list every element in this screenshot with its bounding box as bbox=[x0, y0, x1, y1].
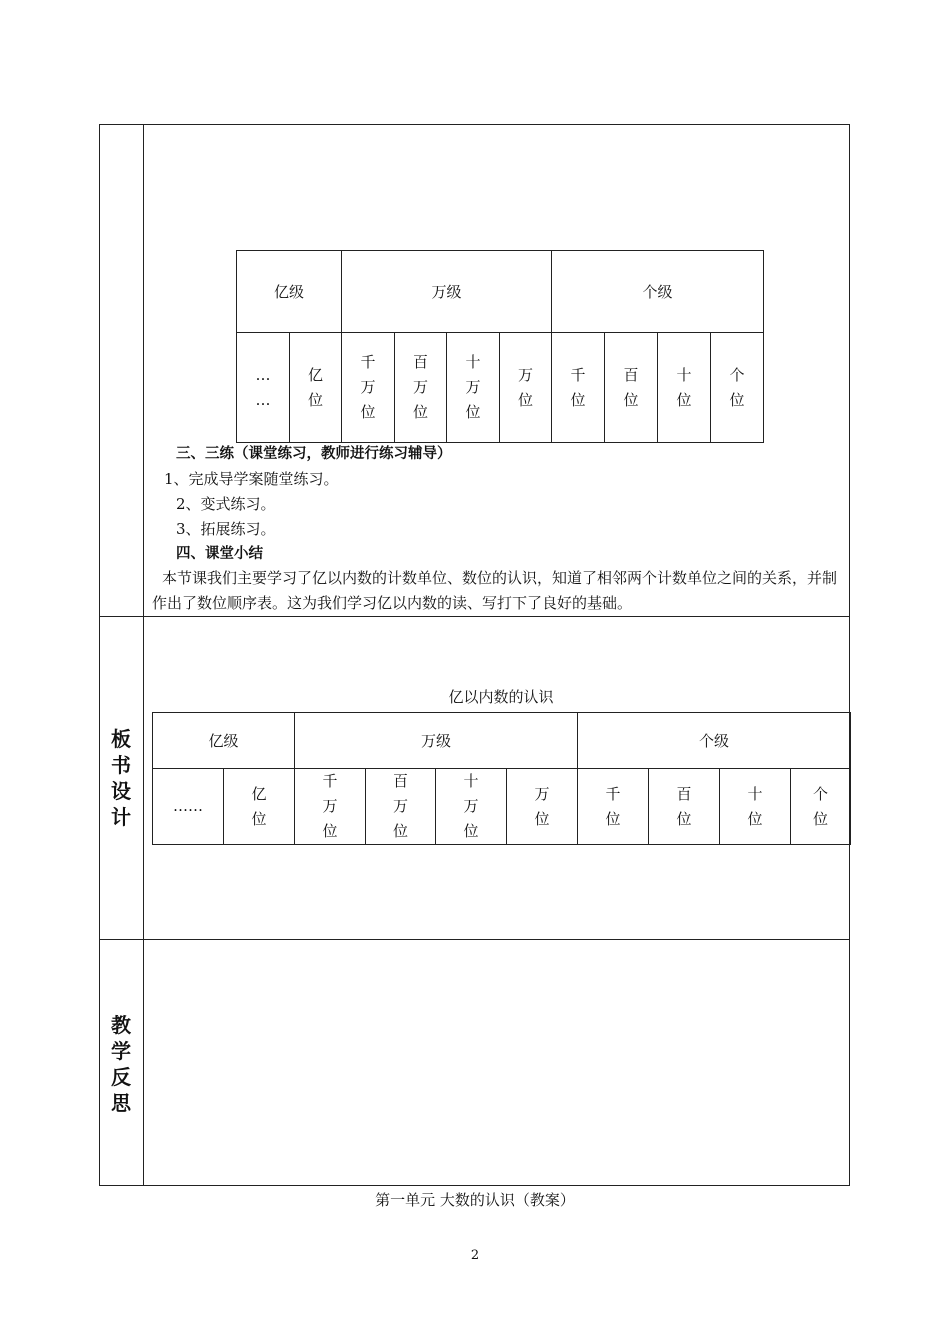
place-value-char: 万 bbox=[360, 378, 376, 396]
place-value-cell bbox=[552, 333, 605, 443]
reflection-label-char: 学 bbox=[111, 1039, 131, 1063]
place-value-char: 十 bbox=[676, 365, 692, 384]
place-value-cell bbox=[578, 769, 649, 845]
board-label-char: 计 bbox=[111, 805, 131, 829]
place-value-char: 亿 bbox=[308, 365, 324, 384]
place-value-char: 位 bbox=[605, 809, 621, 828]
place-value-char: 千 bbox=[322, 772, 338, 790]
heading-summary: 四、课堂小结 bbox=[176, 546, 263, 562]
teaching-reflection-label bbox=[99, 1012, 143, 1116]
header-wan-level: 万级 bbox=[342, 251, 552, 333]
place-value-cell bbox=[295, 769, 366, 845]
header-wan-level: 万级 bbox=[295, 713, 578, 769]
place-value-char: 位 bbox=[729, 390, 745, 409]
board-design-label bbox=[99, 726, 143, 830]
header-ge-level: 个级 bbox=[552, 251, 764, 333]
place-value-char: 位 bbox=[251, 809, 267, 828]
place-value-char: 万 bbox=[322, 797, 338, 815]
board-label-char: 设 bbox=[111, 779, 131, 803]
place-value-char: 位 bbox=[393, 822, 409, 840]
place-value-cell bbox=[290, 333, 342, 443]
header-ge-level: 个级 bbox=[578, 713, 851, 769]
place-value-char: 百 bbox=[413, 353, 429, 371]
place-value-char: …… bbox=[173, 797, 203, 815]
place-value-char: 千 bbox=[570, 365, 586, 384]
place-value-cell bbox=[447, 333, 500, 443]
place-value-char: 万 bbox=[534, 784, 550, 803]
place-value-cell bbox=[500, 333, 552, 443]
board-caption: 亿以内数的认识 bbox=[448, 688, 554, 706]
place-value-char: 位 bbox=[518, 390, 534, 409]
place-value-char: 个 bbox=[729, 365, 745, 384]
row-divider-reflection bbox=[99, 939, 850, 940]
reflection-label-char: 教 bbox=[111, 1013, 131, 1037]
place-value-cell bbox=[224, 769, 295, 845]
place-value-char: 位 bbox=[676, 809, 692, 828]
place-value-char: 百 bbox=[623, 365, 639, 384]
place-value-char: 位 bbox=[465, 403, 481, 421]
place-value-cell bbox=[649, 769, 720, 845]
place-value-char: 位 bbox=[676, 390, 692, 409]
place-value-char: 位 bbox=[360, 403, 376, 421]
place-value-cell bbox=[605, 333, 658, 443]
place-value-char: 万 bbox=[465, 378, 481, 396]
page-number: 2 bbox=[470, 1248, 480, 1263]
place-value-char: 万 bbox=[413, 378, 429, 396]
place-value-char: 位 bbox=[322, 822, 338, 840]
place-value-char: 千 bbox=[360, 353, 376, 371]
place-value-cell bbox=[791, 769, 851, 845]
place-value-char: 十 bbox=[465, 353, 481, 371]
place-value-char: 十 bbox=[463, 772, 479, 790]
place-value-char: 位 bbox=[308, 390, 324, 409]
place-value-cell bbox=[342, 333, 395, 443]
place-value-cell bbox=[507, 769, 578, 845]
header-yi-level: 亿级 bbox=[237, 251, 342, 333]
place-value-char: 位 bbox=[413, 403, 429, 421]
place-value-cell bbox=[366, 769, 436, 845]
place-value-cell bbox=[720, 769, 791, 845]
page-footer: 第一单元 大数的认识（教案） bbox=[375, 1191, 575, 1209]
practice-item-1: 1、完成导学案随堂练习。 bbox=[164, 470, 339, 488]
reflection-label-char: 思 bbox=[111, 1091, 131, 1115]
place-value-char: 百 bbox=[393, 772, 409, 790]
reflection-label-char: 反 bbox=[111, 1065, 131, 1089]
place-value-cell bbox=[153, 769, 224, 845]
place-value-char: 万 bbox=[518, 365, 534, 384]
place-value-cell bbox=[395, 333, 447, 443]
summary-paragraph: 本节课我们主要学习了亿以内数的计数单位、数位的认识，知道了相邻两个计数单位之间的关系，并制作出了数位顺序表。这为我们学习亿以内数的读、写打下了良好的基础。 bbox=[152, 569, 838, 612]
place-value-cell bbox=[711, 333, 764, 443]
place-value-char: 十 bbox=[747, 784, 763, 803]
place-value-table-1 bbox=[236, 250, 764, 443]
place-value-table-2 bbox=[152, 712, 851, 845]
place-value-cell bbox=[436, 769, 507, 845]
board-label-char: 书 bbox=[111, 753, 131, 777]
place-value-char: 万 bbox=[393, 797, 409, 815]
place-value-char: … bbox=[255, 390, 271, 409]
place-value-char: 百 bbox=[676, 784, 692, 803]
place-value-char: … bbox=[255, 365, 271, 384]
place-value-cell bbox=[658, 333, 711, 443]
practice-item-2: 2、变式练习。 bbox=[176, 495, 276, 513]
place-value-char: 位 bbox=[623, 390, 639, 409]
place-value-char: 位 bbox=[813, 809, 829, 828]
column-divider bbox=[143, 124, 144, 1186]
place-value-char: 位 bbox=[534, 809, 550, 828]
place-value-char: 万 bbox=[463, 797, 479, 815]
practice-item-3: 3、拓展练习。 bbox=[176, 520, 276, 538]
place-value-char: 千 bbox=[605, 784, 621, 803]
place-value-cell bbox=[237, 333, 290, 443]
board-label-char: 板 bbox=[111, 727, 131, 751]
place-value-char: 亿 bbox=[251, 784, 267, 803]
header-yi-level: 亿级 bbox=[153, 713, 295, 769]
place-value-char: 位 bbox=[570, 390, 586, 409]
place-value-char: 位 bbox=[747, 809, 763, 828]
place-value-char: 个 bbox=[813, 784, 829, 803]
row-divider-board bbox=[99, 616, 850, 617]
place-value-char: 位 bbox=[463, 822, 479, 840]
heading-practice: 三、三练（课堂练习，教师进行练习辅导） bbox=[176, 446, 452, 462]
